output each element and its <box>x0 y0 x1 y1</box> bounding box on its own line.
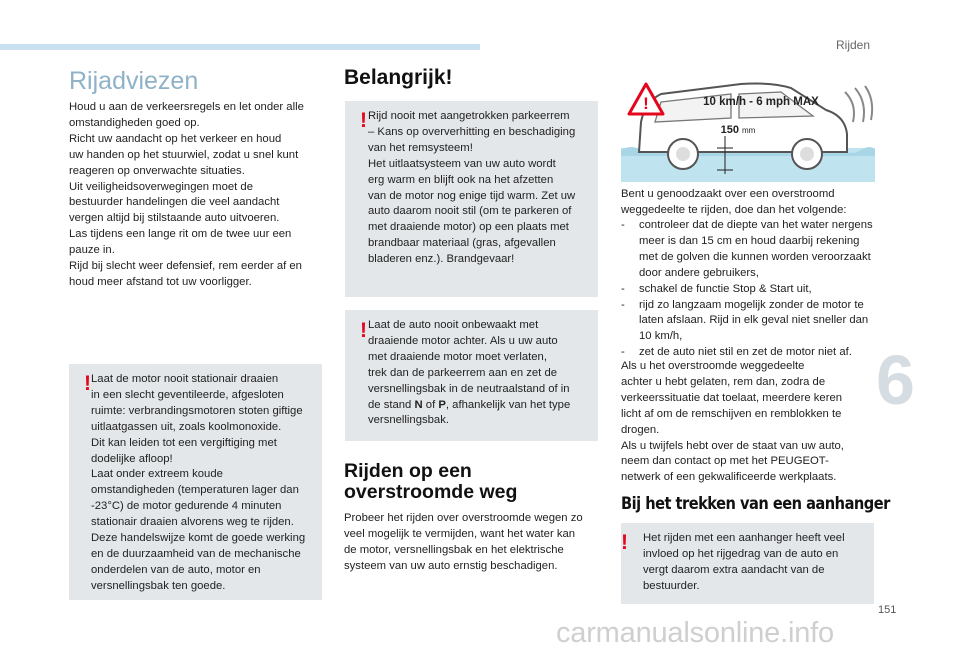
flooded-road-text: Probeer het rijden over overstroomde wegen zo veel mogelijk te vermijden, want het water kan de motor, versnellingsbak en het elektrische systeem van uw auto ernstig beschadigen. <box>344 512 583 572</box>
wheel-hub <box>800 147 814 161</box>
rijadviezen-intro: Houd u aan de verkeersregels en let onder alle omstandigheden goed op. Richt uw aandacht op het verkeer en houd uw handen op het stuurwiel, zodat u snel kunt reageren op onverwachte situaties. Uit veiligheidsoverwegingen moet de bestuurder handelingen die veel aandacht vergen altijd bij stilstaande auto uitvoeren. Las tijdens een lange rit om de twee uur een pauze in. Rijd bij slecht weer defensief, rem eerder af en houd meer afstand tot uw voorligger. <box>69 101 304 288</box>
list-dash: - <box>621 282 625 295</box>
warning-text-part: Laat de auto nooit onbewaakt met draaiende motor achter. Als u uw auto met draaiende motor moet verlaten, trek dan de parkeerrem aan en zet de versnellingsbak in de neutraalstand of in de stand <box>368 319 570 411</box>
list-item <box>621 218 876 282</box>
flooded-instructions-list <box>621 218 876 361</box>
warning-icon: ! <box>84 372 91 395</box>
flooded-road-title: Rijden op een overstroomde weg <box>344 460 518 503</box>
list-item <box>621 282 876 298</box>
warning-box-trailer <box>621 523 874 604</box>
warning-text-part: of <box>422 398 439 411</box>
warning-text: Rijd nooit met aangetrokken parkeerrem – Kans op oververhitting en beschadiging van het remsysteem! Het uitlaatsysteem van uw auto wordt erg warm en blijft ook na het afzetten van de motor nog enige tijd warm. Zet uw auto daarom nooit stil (om te parkeren of met draaiende motor) op een plaats met brandbaar materiaal (gras, afgevallen bladeren enz.). Brandgevaar! <box>368 110 576 266</box>
rijadviezen-title: Rijadviezen <box>69 67 199 95</box>
list-dash: - <box>621 346 625 359</box>
after-flood-text: Als u het overstroomde weggedeelte achter u hebt gelaten, rem dan, zodra de verkeerssituatie dat toelaat, meerdere keren licht af om de remschijven en remblokken te drogen. Als u twijfels hebt over de staat van uw auto, neem dan contact op met het PEUGEOT- netwerk of een gekwalificeerde werkplaats. <box>621 360 844 484</box>
list-item <box>621 298 876 346</box>
wheel-hub <box>676 147 690 161</box>
watermark: carmanualsonline.info <box>556 617 834 649</box>
list-item-text: schakel de functie Stop & Start uit, <box>639 282 812 295</box>
page-number: 151 <box>878 604 897 616</box>
warning-icon: ! <box>360 319 367 342</box>
warning-icon: ! <box>621 531 628 554</box>
flooded-instructions-intro: Bent u genoodzaakt over een overstroomd weggedeelte te rijden, doe dan het volgende: <box>621 188 847 216</box>
warning-text: Laat de motor nooit stationair draaien in een slecht geventileerde, afgesloten ruimte: verbrandingsmotoren stoten giftige uitlaatgassen uit, zoals koolmonoxide. Dit kan leiden tot een vergiftiging met dodelijke afloop! Laat onder extreem koude omstandigheden (temperaturen lager dan -23°C) de motor gedurende 4 minuten stationair draaien alvorens weg te rijden. Deze handelswijze komt de goede werking en de duurzaamheid van de mechanische onderdelen van de auto, motor en versnellingsbak ten goede. <box>91 373 306 592</box>
list-dash: - <box>621 298 625 311</box>
warning-box-parking-brake <box>345 101 598 297</box>
header-bar <box>0 44 480 50</box>
depth-value: 150 <box>720 124 739 136</box>
warning-triangle-mark: ! <box>643 94 649 113</box>
section-name: Rijden <box>836 38 871 52</box>
list-item-text: rijd zo langzaam mogelijk zonder de motor te laten afslaan. Rijd in elk geval niet sneller dan 10 km/h, <box>639 298 869 343</box>
flooded-road-illustration <box>621 70 875 182</box>
list-item-text: zet de auto niet stil en zet de motor niet af. <box>639 346 852 359</box>
warning-text: Het rijden met een aanhanger heeft veel invloed op het rijgedrag van de auto en vergt daarom extra aandacht van de bestuurder. <box>643 532 845 592</box>
list-dash: - <box>621 219 625 231</box>
warning-text <box>368 318 588 429</box>
gear-n: N <box>414 398 423 411</box>
motion-lines <box>845 86 872 122</box>
gear-p: P <box>438 398 446 411</box>
depth-unit: mm <box>742 126 756 135</box>
chapter-number: 6 <box>876 341 915 419</box>
warning-box-engine-idle <box>69 364 322 600</box>
warning-box-unattended <box>345 310 598 441</box>
list-item-text: controleer dat de diepte van het water nergens meer is dan 15 cm en houd daarbij rekening met de golven die kunnen worden veroorzaakt door andere gebruikers, <box>639 219 873 279</box>
warning-text-part: , afhankelijk van het type versnellingsbak. <box>368 398 571 427</box>
belangrijk-title: Belangrijk! <box>344 66 453 89</box>
speed-label: 10 km/h - 6 mph MAX <box>703 96 819 108</box>
trailer-title: Bij het trekken van een aanhanger <box>621 494 890 514</box>
warning-icon: ! <box>360 109 367 132</box>
